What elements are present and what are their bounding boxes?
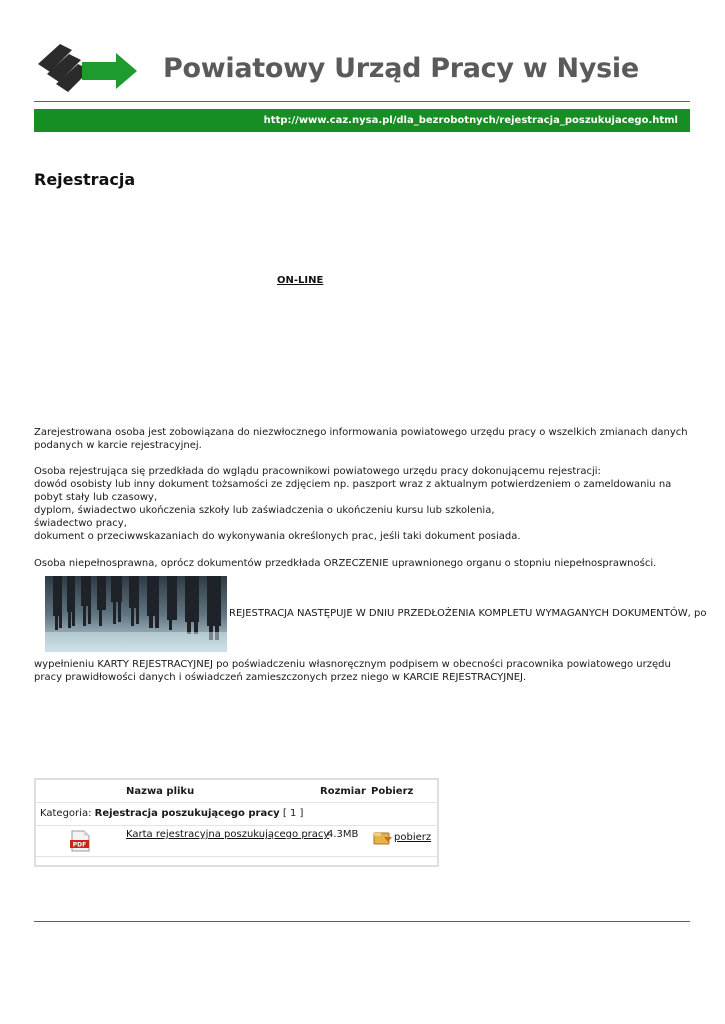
url-bar	[34, 109, 690, 132]
column-header-size: Rozmiar	[320, 786, 366, 797]
paragraph-disability: Osoba niepełnosprawna, oprócz dokumentów przedkłada ORZECZENIE uprawnionego organu o stopniu niepełnosprawności.	[34, 558, 657, 569]
page-title: Rejestracja	[34, 170, 136, 189]
documents-item: dokument o przeciwwskazaniach do wykonywania określonych prac, jeśli taki dokument posiada.	[34, 531, 521, 542]
row-divider	[36, 825, 439, 826]
category-count: [ 1 ]	[279, 808, 304, 819]
page-url: http://www.caz.nysa.pl/dla_bezrobotnych/rejestracja_poszukujacego.html	[263, 115, 678, 126]
file-link[interactable]: Karta rejestracyjna poszukującego pracy	[126, 829, 330, 840]
category-name: Rejestracja poszukującego pracy	[94, 808, 280, 819]
paragraph-registration-card: wypełnieniu KARTY REJESTRACYJNEJ po poświadczeniu własnoręcznym podpisem w obecności pracownika powiatowego urzędu pracy prawidłowości danych i oświadczeń zamieszczonych przez niego w KARCIE REJESTRACYJNEJ.	[34, 659, 671, 683]
category-row	[40, 808, 303, 819]
documents-intro: Osoba rejestrująca się przedkłada do wglądu pracownikowi powiatowego urzędu pracy dokonującemu rejestracji:	[34, 466, 601, 477]
download-icon[interactable]	[373, 830, 393, 846]
pdf-icon	[69, 830, 91, 852]
footer-divider	[34, 921, 690, 922]
column-divider	[437, 780, 439, 802]
paragraph-obligation: Zarejestrowana osoba jest zobowiązana do niezwłocznego informowania powiatowego urzędu pracy o wszelkich zmianach danych podanych w karcie rejestracyjnej.	[34, 427, 688, 451]
online-link[interactable]: ON-LINE	[277, 275, 324, 286]
row-divider	[36, 856, 439, 857]
svg-text:PDF: PDF	[72, 841, 87, 849]
logo-icon	[38, 42, 138, 94]
paragraph-documents	[34, 465, 690, 543]
file-size: 4.3MB	[327, 829, 359, 840]
registration-notice: REJESTRACJA NASTĘPUJE W DNIU PRZEDŁOŻENIA KOMPLETU WYMAGANYCH DOKUMENTÓW, po	[229, 608, 707, 619]
column-header-download: Pobierz	[371, 786, 414, 797]
documents-item: dyplom, świadectwo ukończenia szkoły lub zaświadczenia o ukończeniu kursu lub szkolenia,	[34, 505, 495, 516]
documents-item: świadectwo pracy,	[34, 518, 127, 529]
people-photo	[45, 576, 227, 652]
column-header-name: Nazwa pliku	[126, 786, 195, 797]
header-divider	[34, 101, 690, 102]
org-name: Powiatowy Urząd Pracy w Nysie	[163, 53, 639, 84]
download-link[interactable]: pobierz	[394, 832, 432, 843]
documents-item: dowód osobisty lub inny dokument tożsamości ze zdjęciem np. paszport wraz z aktualnym potwierdzeniem o zameldowaniu na pobyt stały lub czasowy,	[34, 479, 672, 503]
category-label: Kategoria:	[40, 808, 95, 819]
row-divider	[36, 802, 439, 803]
files-table	[34, 778, 439, 867]
